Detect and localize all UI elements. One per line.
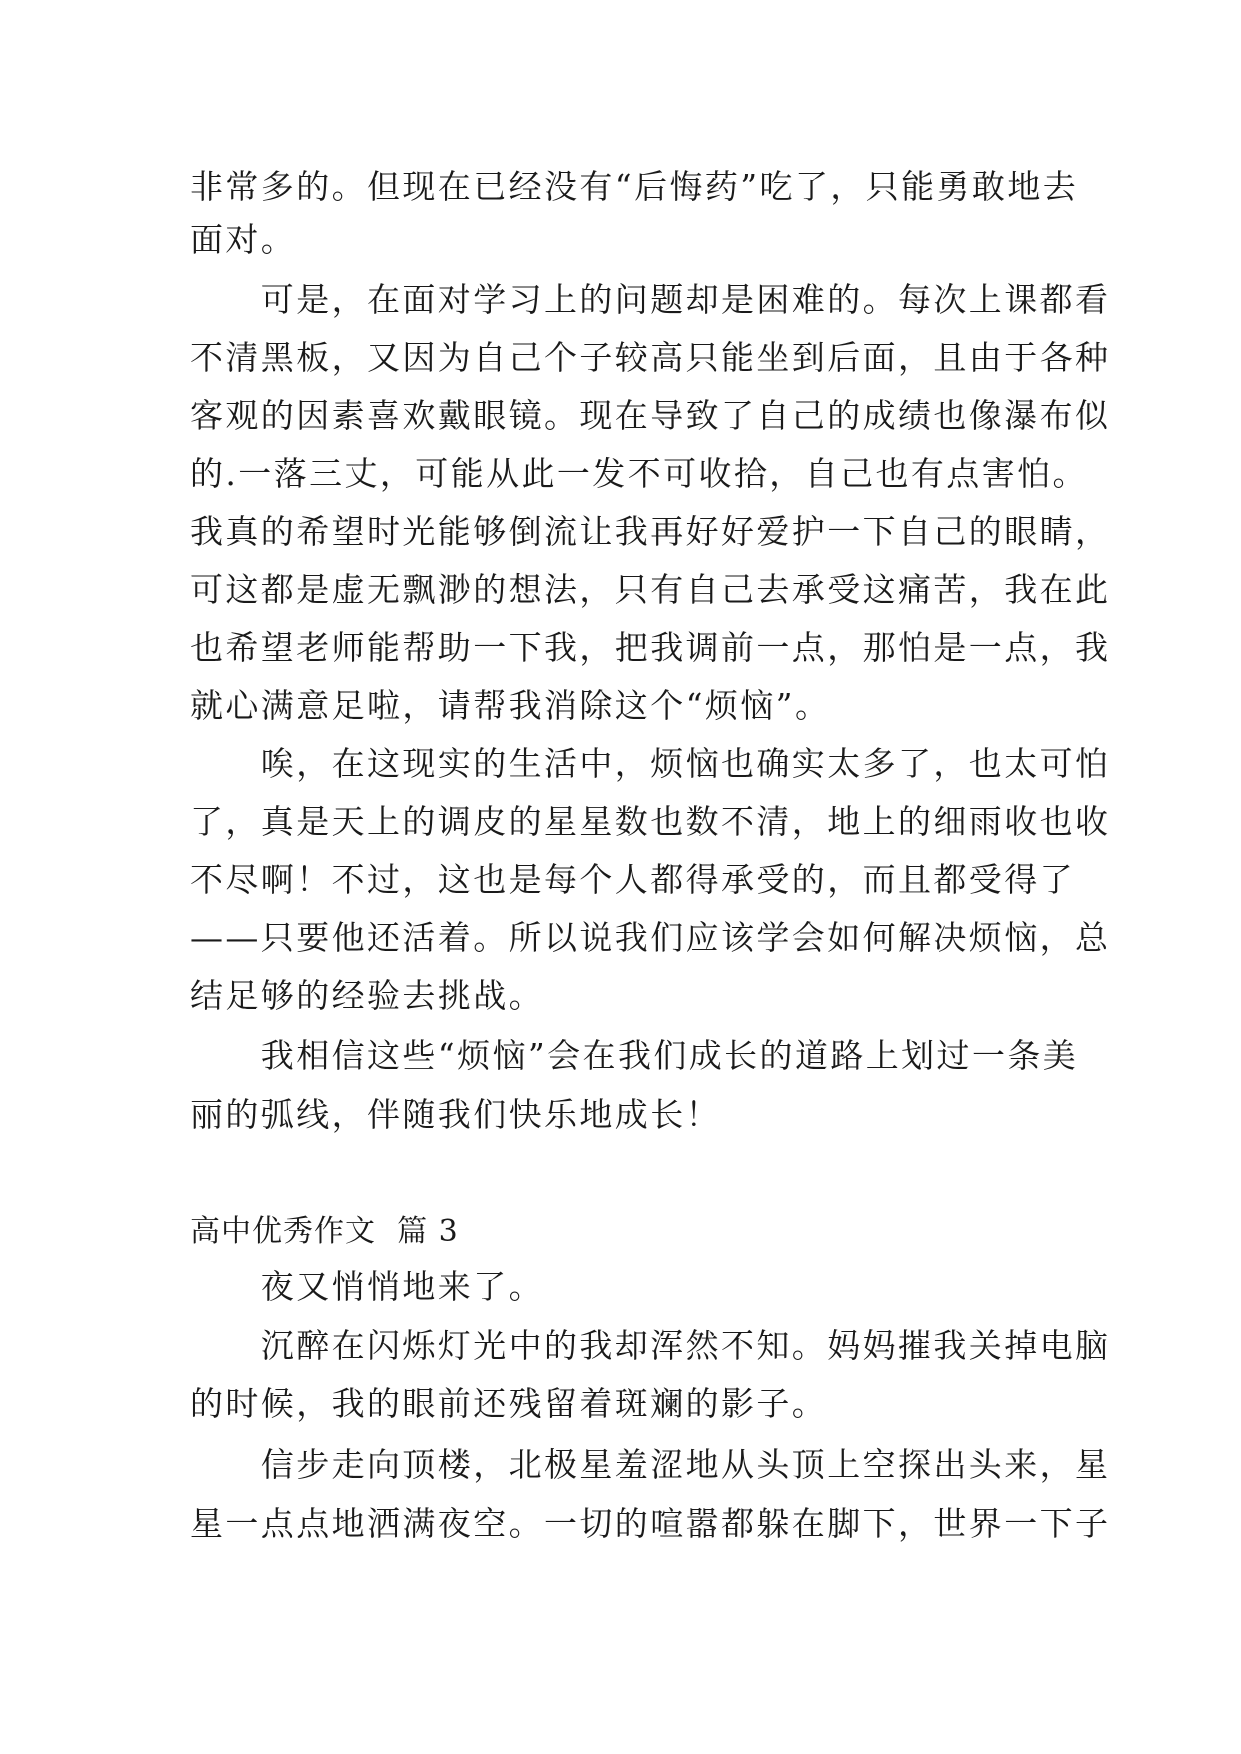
text-line: 的.一落三丈，可能从此一发不可收拾，自己也有点害怕。 (190, 454, 1088, 493)
text-line: 的时候，我的眼前还残留着斑斓的影子。 (190, 1384, 828, 1423)
text-line: 了，真是天上的调皮的星星数也数不清，地上的细雨收也收 (190, 802, 1111, 841)
text-line: 不清黑板，又因为自己个子较高只能坐到后面，且由于各种 (190, 338, 1111, 377)
text-line: 可这都是虚无飘渺的想法，只有自己去承受这痛苦，我在此 (190, 570, 1111, 609)
section-heading: 高中优秀作文 篇 3 (190, 1214, 459, 1249)
text-line: 沉醉在闪烁灯光中的我却浑然不知。妈妈摧我关掉电脑 (190, 1326, 1111, 1365)
text-line: 星一点点地洒满夜空。一切的喧嚣都躲在脚下，世界一下子 (190, 1504, 1111, 1543)
text-line: ——只要他还活着。所以说我们应该学会如何解决烦恼，总 (190, 918, 1111, 957)
text-line: 不尽啊！不过，这也是每个人都得承受的，而且都受得了 (190, 860, 1075, 899)
text-line: 我真的希望时光能够倒流让我再好好爱护一下自己的眼睛， (190, 512, 1111, 551)
text-line: 结足够的经验去挑战。 (190, 976, 544, 1015)
text-line: 丽的弧线，伴随我们快乐地成长！ (190, 1095, 721, 1134)
text-line: 非常多的。但现在已经没有“后悔药”吃了，只能勇敢地去 (190, 167, 1079, 206)
text-line: 可是，在面对学习上的问题却是困难的。每次上课都看 (190, 280, 1111, 319)
text-line: 也希望老师能帮助一下我，把我调前一点，那怕是一点，我 (190, 628, 1111, 667)
text-line: 面对。 (190, 220, 297, 259)
text-line: 我相信这些“烦恼”会在我们成长的道路上划过一条美 (190, 1036, 1079, 1075)
text-line: 就心满意足啦，请帮我消除这个“烦恼”。 (190, 686, 831, 725)
text-line: 唉，在这现实的生活中，烦恼也确实太多了，也太可怕 (190, 744, 1111, 783)
text-line: 客观的因素喜欢戴眼镜。现在导致了自己的成绩也像瀑布似 (190, 396, 1111, 435)
text-line: 信步走向顶楼，北极星羞涩地从头顶上空探出头来，星 (190, 1445, 1111, 1484)
text-line: 夜又悄悄地来了。 (190, 1267, 544, 1306)
